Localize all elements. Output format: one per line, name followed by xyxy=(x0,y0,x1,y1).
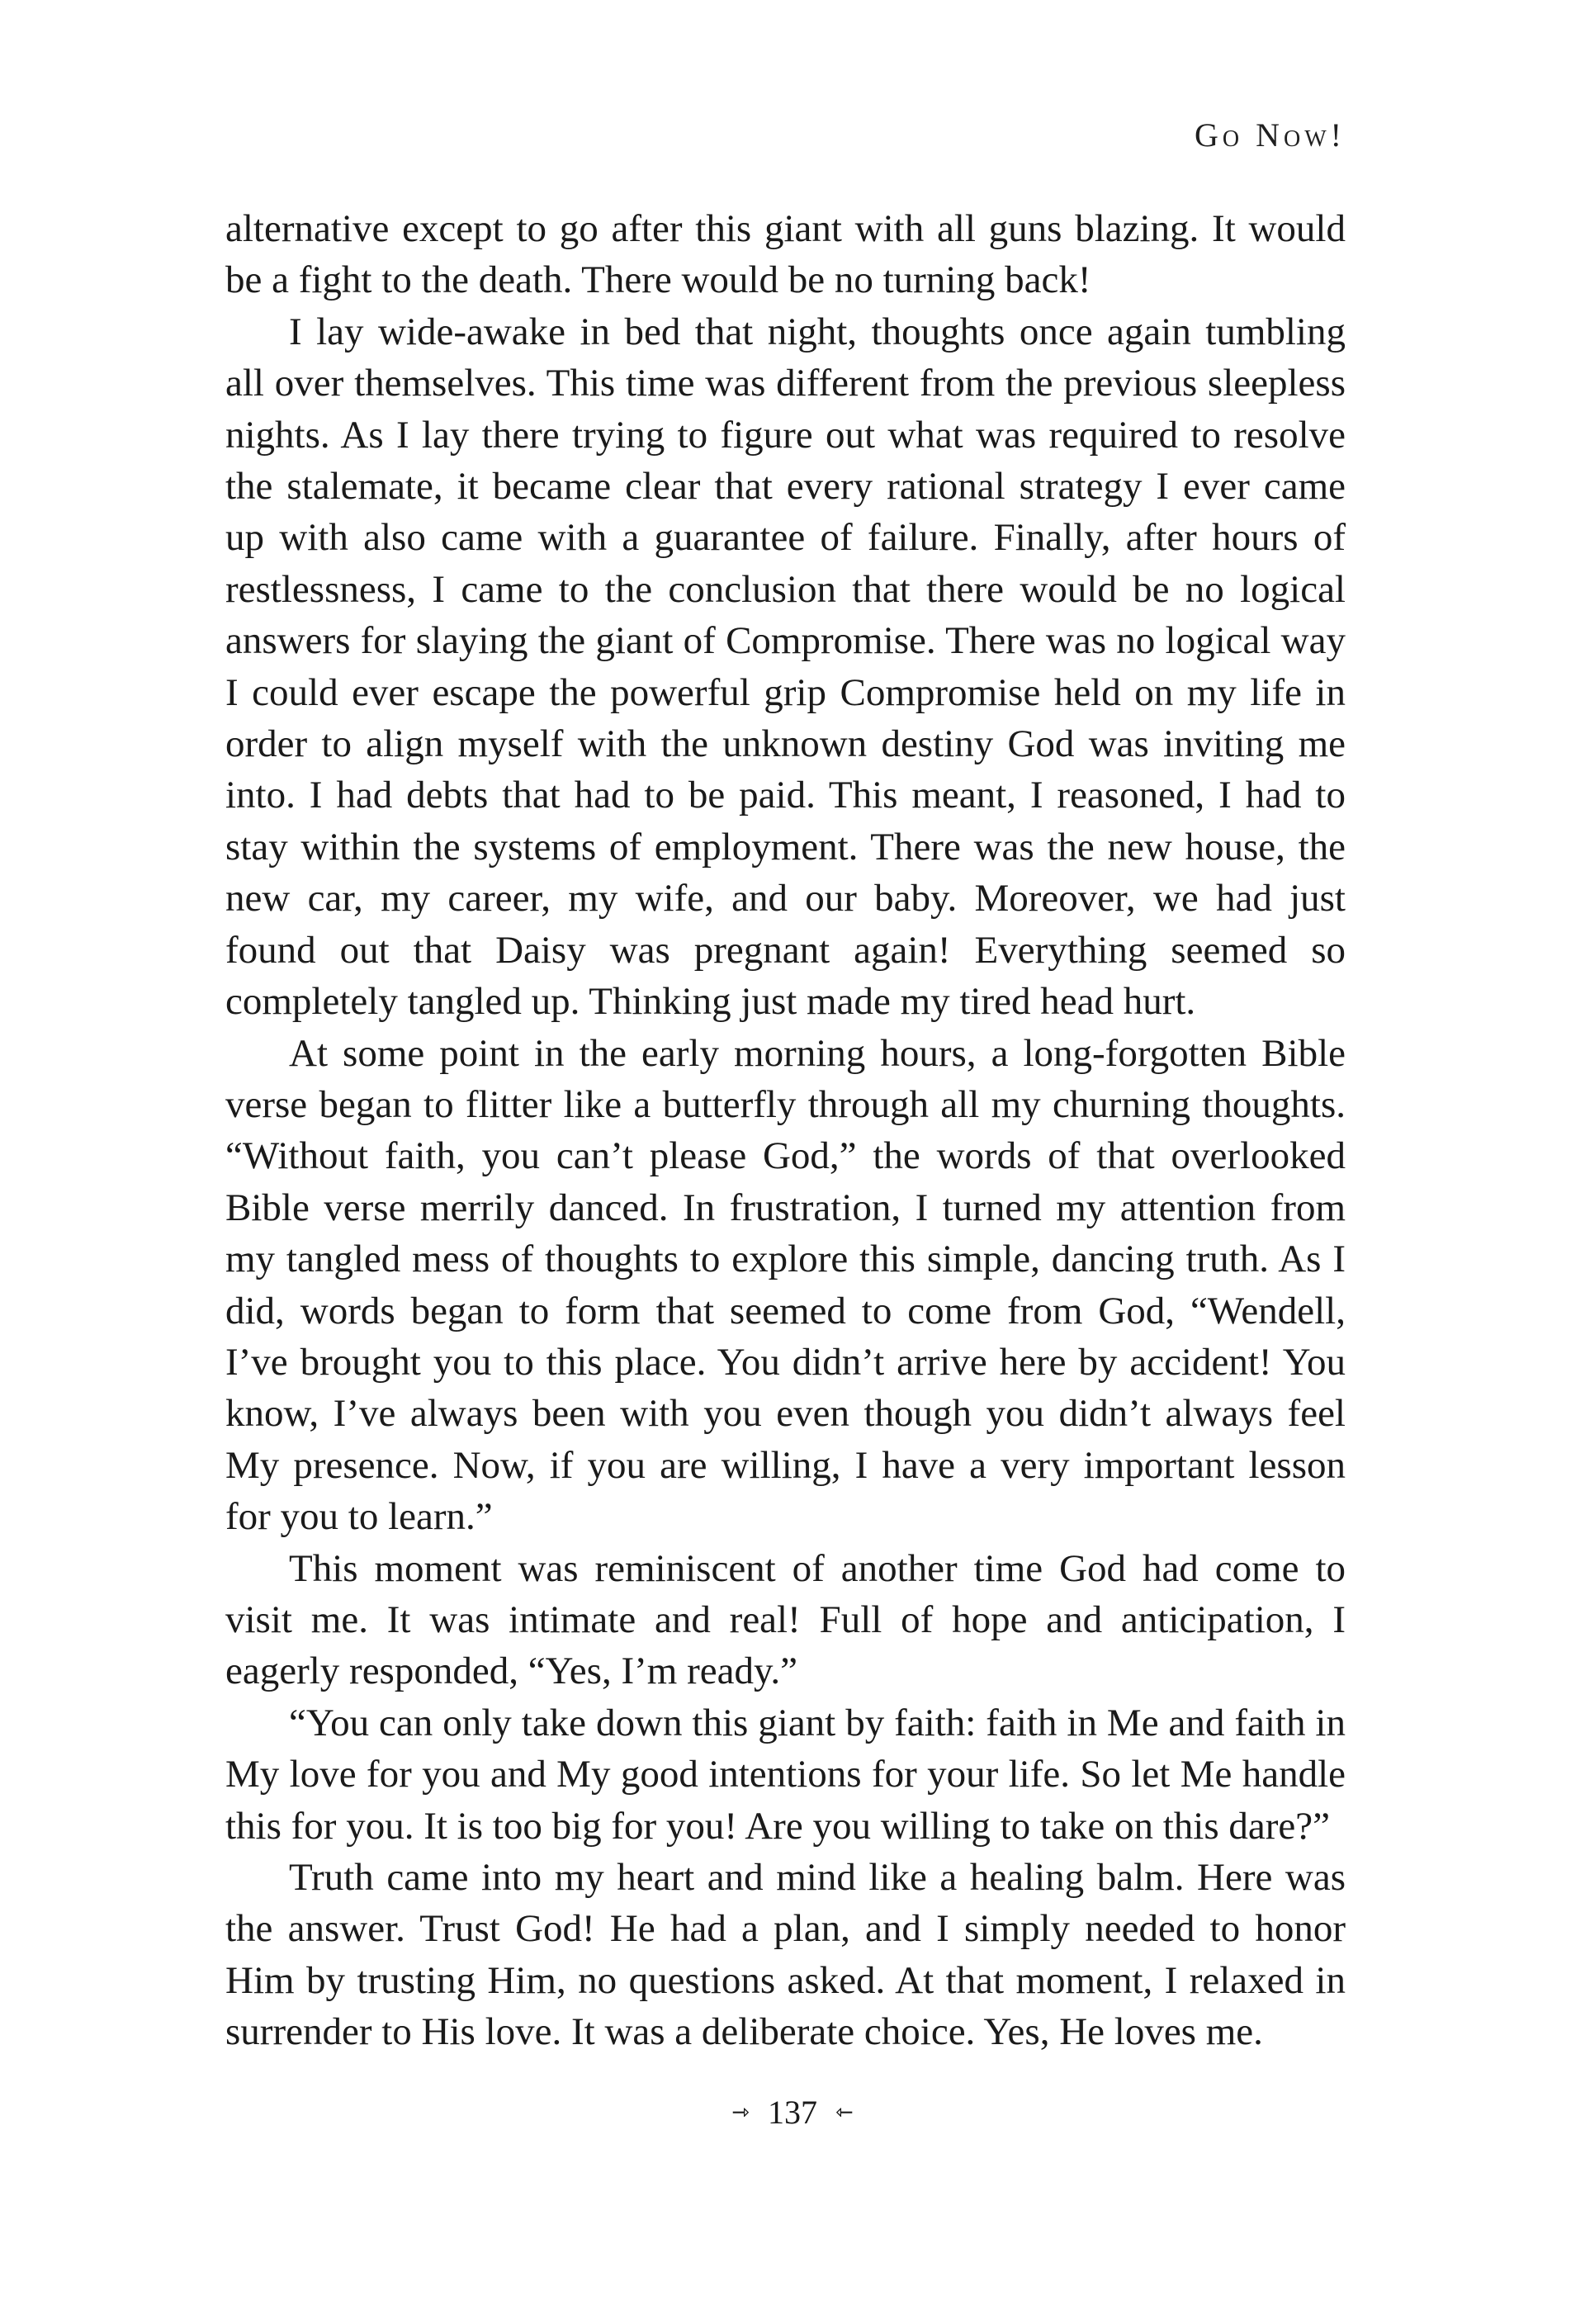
right-ornament-icon: ⇽ xyxy=(835,2099,854,2124)
paragraph-continued: alternative except to go after this giant with all guns blazing. It would be a fight to the death. There would be no turning back! xyxy=(225,207,1346,302)
paragraph: I lay wide-awake in bed that night, thoughts once again tumbling all over themselves. This time was different from the previous sleepless nights. As I lay there trying to figure out what was required to resolve the stalemate, it became clear that every rational strategy I ever came up with also came with a guarantee of failure. Finally, after hours of restlessness, I came to the conclusion that there would be no logical answers for slaying the giant of Compromise. There was no logical way I could ever escape the powerful grip Compromise held on my life in order to align myself with the unknown destiny God was inviting me into. I had debts that had to be paid. This meant, I reasoned, I had to stay within the systems of employment. There was the new house, the new car, my career, my wife, and our baby. Moreover, we had just found out that Daisy was pregnant again! Everything seemed so completely tangled up. Thinking just made my tired head hurt. xyxy=(225,310,1346,1024)
running-head: Go Now! xyxy=(1195,116,1346,154)
left-ornament-icon: ⇾ xyxy=(731,2099,750,2124)
body-text xyxy=(225,203,1346,2058)
paragraph: “You can only take down this giant by faith: faith in Me and faith in My love for you and My good intentions for your life. So let Me handle this for you. It is too big for you! Are you willing to take on this dare?” xyxy=(225,1701,1346,1848)
page-number: 137 xyxy=(768,2094,817,2131)
paragraph: This moment was reminiscent of another time God had come to visit me. It was intimate and real! Full of hope and anticipation, I eagerly responded, “Yes, I’m ready.” xyxy=(225,1546,1346,1693)
paragraph: Truth came into my heart and mind like a healing balm. Here was the answer. Trust God! He had a plan, and I simply needed to honor Him by trusting Him, no questions asked. At that moment, I relaxed in surrender to His love. It was a deliberate choice. Yes, He loves me. xyxy=(225,1856,1346,2054)
page-folio xyxy=(0,2093,1585,2132)
paragraph: At some point in the early morning hours, a long-forgotten Bible verse began to flitter like a butterfly through all my churning thoughts. “Without faith, you can’t please God,” the words of that overlooked Bible verse merrily danced. In frustration, I turned my attention from my tangled mess of thoughts to explore this simple, dancing truth. As I did, words began to form that seemed to come from God, “Wendell, I’ve brought you to this place. You didn’t arrive here by accident! You know, I’ve always been with you even though you didn’t always feel My presence. Now, if you are willing, I have a very important lesson for you to learn.” xyxy=(225,1031,1346,1539)
